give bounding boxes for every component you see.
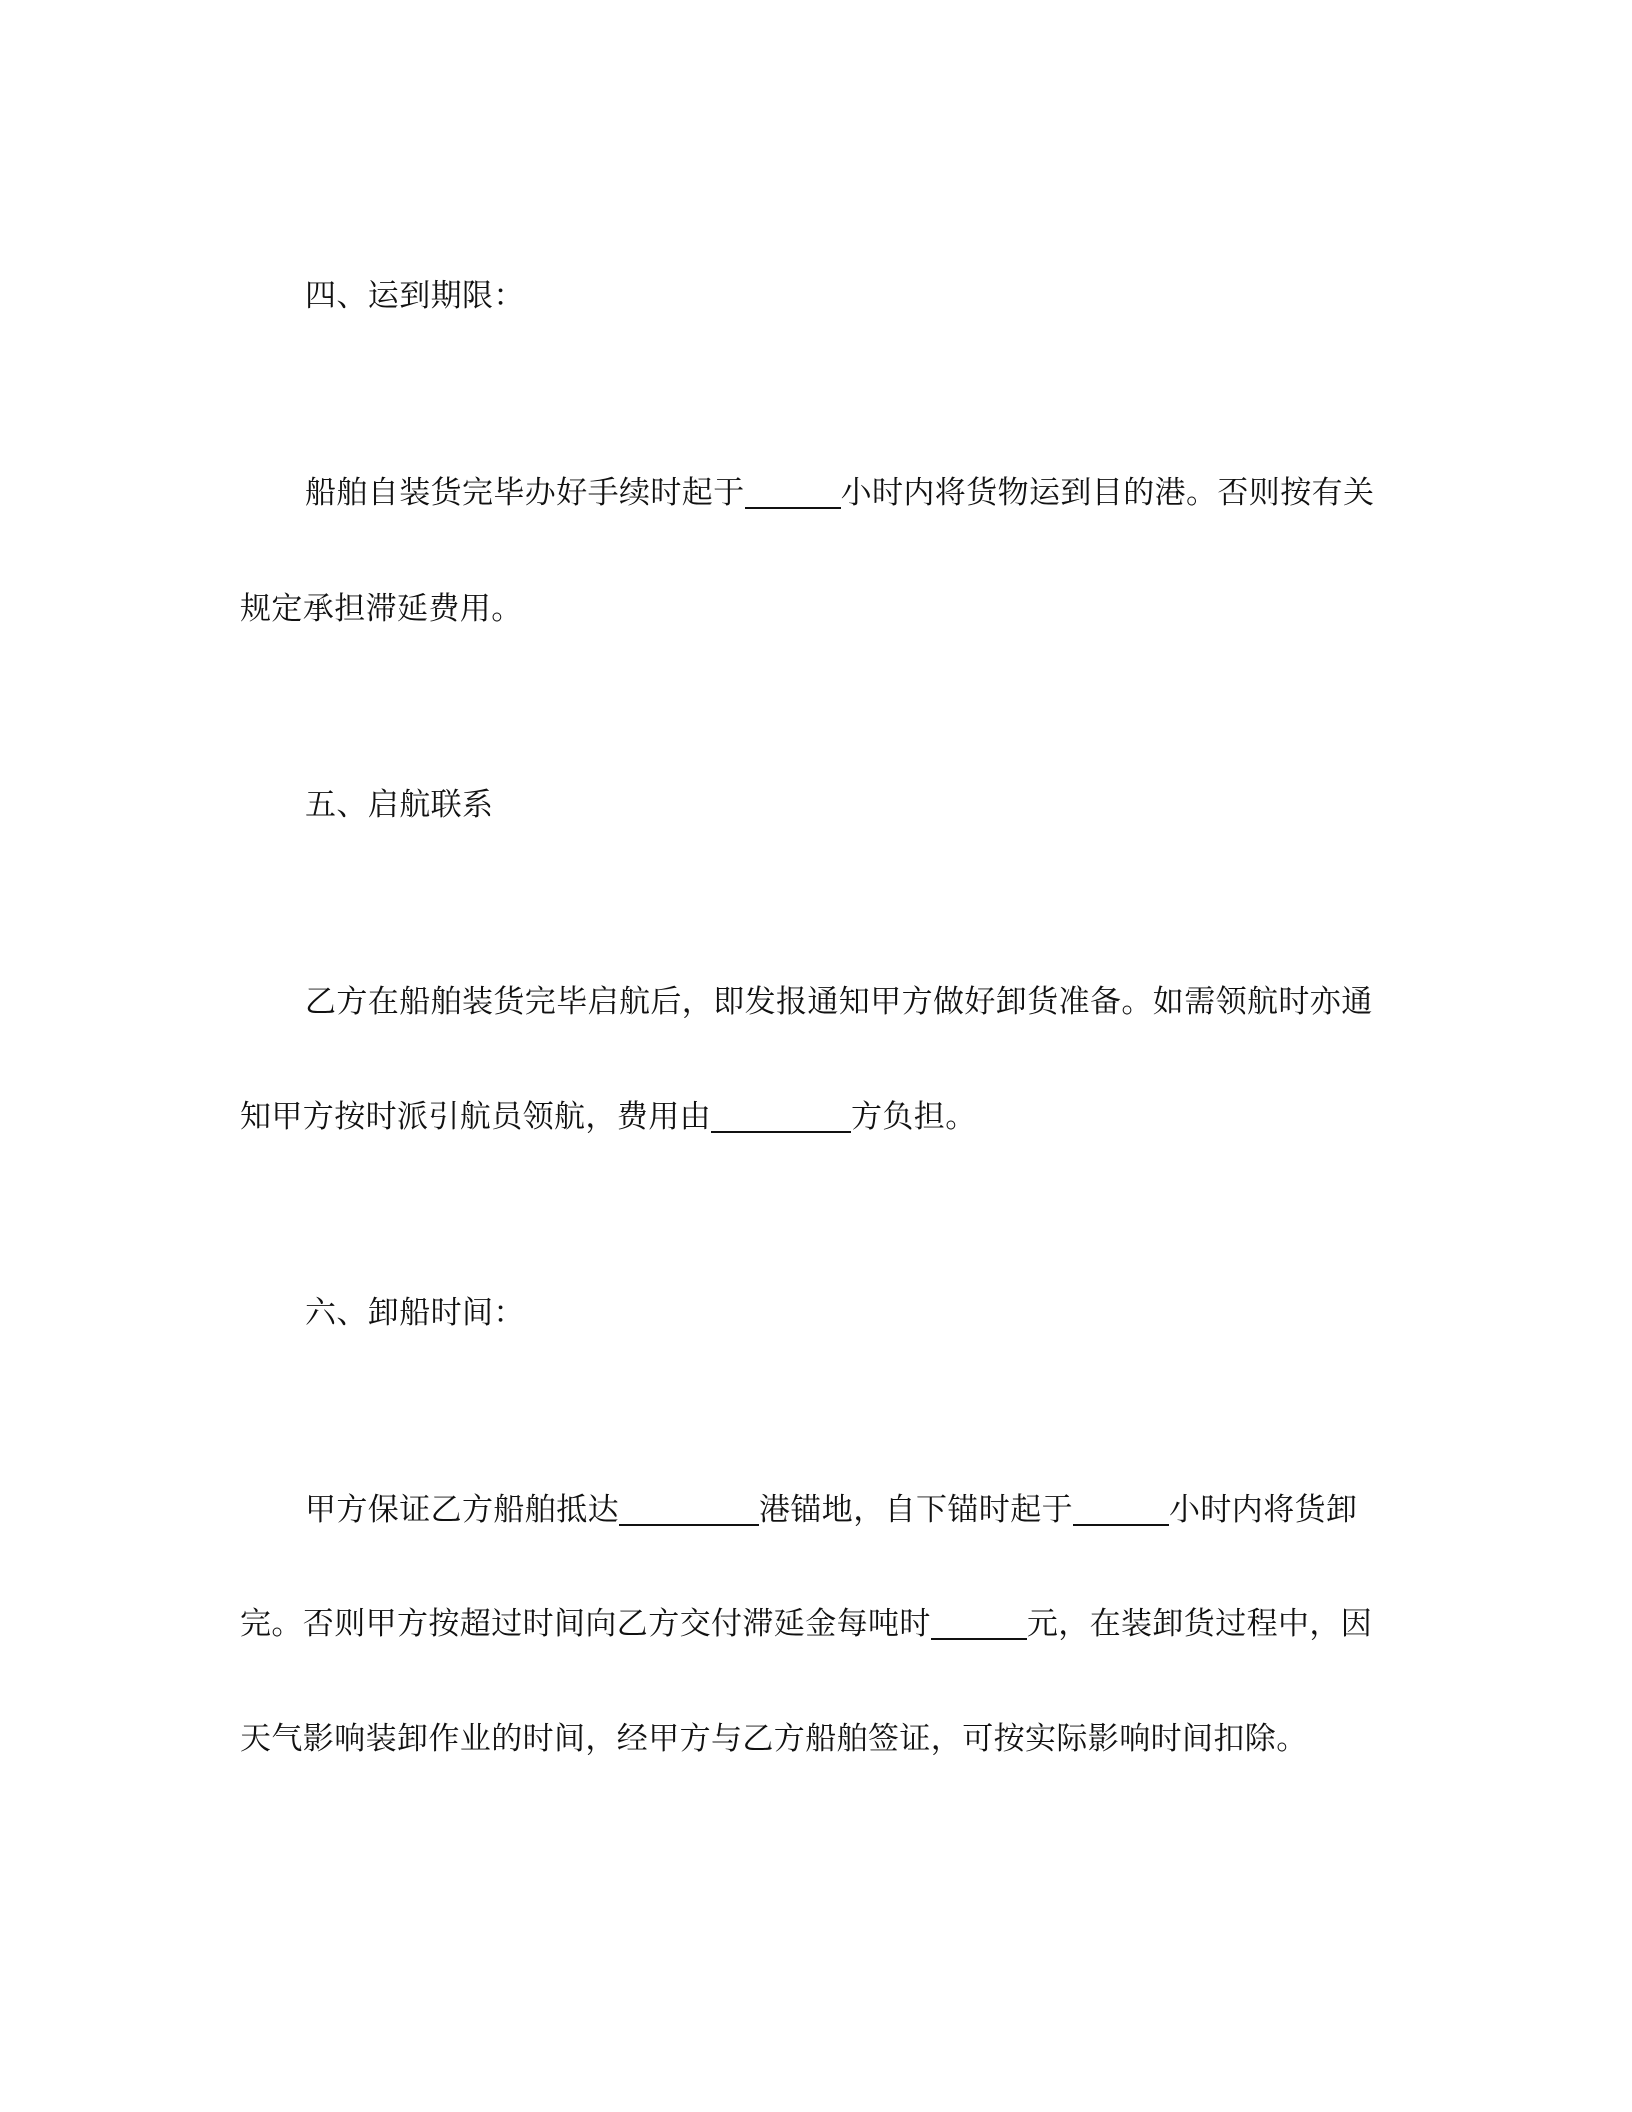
unload-hours-blank[interactable] xyxy=(1073,1494,1169,1526)
section-6-text-4: 完。否则甲方按超过时间向乙方交付滞延金每吨时 xyxy=(240,1606,931,1642)
section-4-paragraph-line-2: 规定承担滞延费用。 xyxy=(240,591,523,627)
section-6-text-2: 港锚地，自下锚时起于 xyxy=(759,1492,1073,1528)
section-5-text-2: 方负担。 xyxy=(851,1099,977,1135)
hours-blank[interactable] xyxy=(745,477,841,509)
section-4-text-1: 船舶自装货完毕办好手续时起于 xyxy=(305,475,745,511)
section-6-heading: 六、卸船时间： xyxy=(305,1295,525,1331)
section-4-paragraph-line-1 xyxy=(305,473,1374,513)
port-blank[interactable] xyxy=(619,1494,759,1526)
section-6-paragraph-line-3: 天气影响装卸作业的时间，经甲方与乙方船舶签证，可按实际影响时间扣除。 xyxy=(240,1721,1308,1757)
section-5-text-1: 知甲方按时派引航员领航，费用由 xyxy=(240,1099,711,1135)
demurrage-amount-blank[interactable] xyxy=(931,1608,1027,1640)
section-6-paragraph-line-2 xyxy=(240,1604,1372,1644)
section-6-text-5: 元，在装卸货过程中，因 xyxy=(1026,1606,1373,1642)
payer-blank[interactable] xyxy=(711,1101,851,1133)
section-6-text-3: 小时内将货卸 xyxy=(1169,1492,1358,1528)
section-6-paragraph-line-1 xyxy=(305,1490,1357,1530)
section-4-text-2: 小时内将货物运到目的港。否则按有关 xyxy=(840,475,1375,511)
section-6-text-1: 甲方保证乙方船舶抵达 xyxy=(305,1492,619,1528)
section-5-paragraph-line-2 xyxy=(240,1097,977,1137)
section-5-heading: 五、启航联系 xyxy=(305,787,494,823)
section-4-heading: 四、运到期限： xyxy=(305,278,525,314)
section-5-paragraph-line-1: 乙方在船舶装货完毕启航后，即发报通知甲方做好卸货准备。如需领航时亦通 xyxy=(305,984,1373,1020)
